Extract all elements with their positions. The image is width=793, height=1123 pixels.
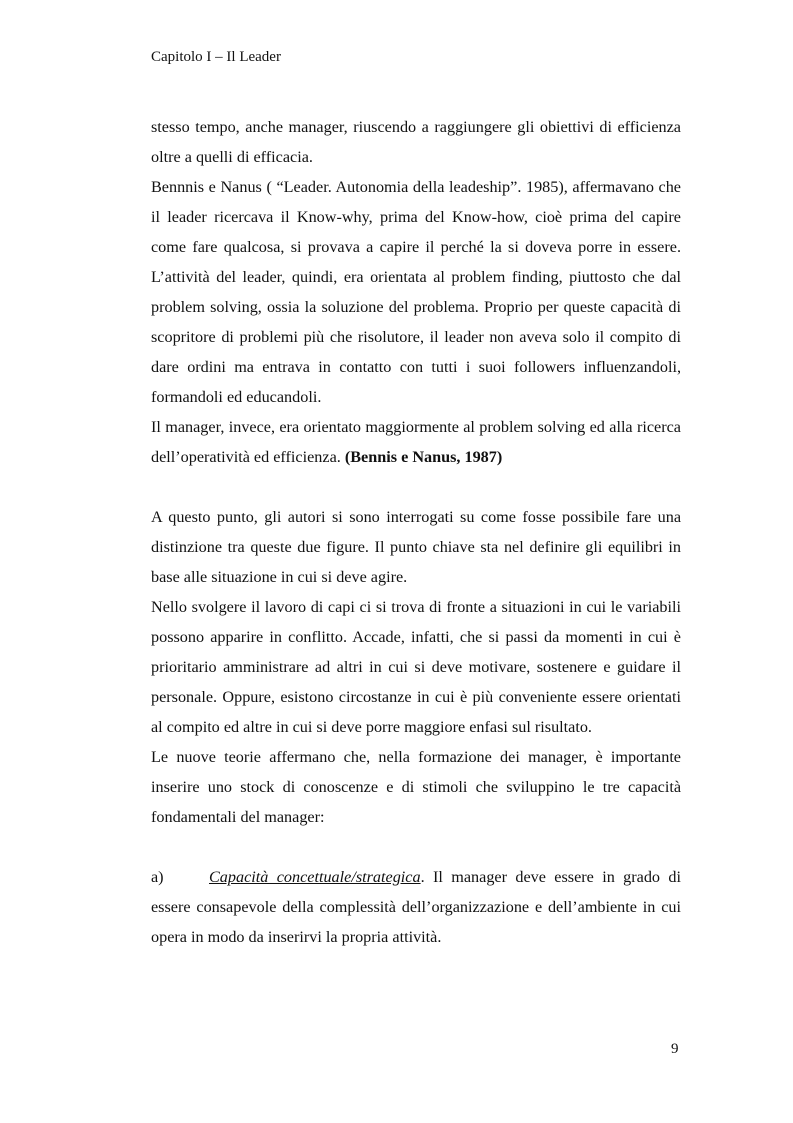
document-body — [151, 112, 681, 952]
paragraph-distinction: A questo punto, gli autori si sono interrogati su come fosse possibile fare una distinzione tra queste due figure. Il punto chiave sta nel definire gli equilibri in base alle situazione in cui si deve agire. — [151, 508, 681, 586]
paragraph-spacer — [151, 832, 681, 862]
list-item-conceptual-capacity — [151, 862, 681, 952]
paragraph-conflicting-variables: Nello svolgere il lavoro di capi ci si trova di fronte a situazioni in cui le variabili possono apparire in conflitto. Accade, infatti, che si passi da momenti in cui è prioritario amministrare ad altri in cui si deve motivare, sostenere e guidare il personale. Oppure, esistono circostanze in cui è più conveniente essere orientati al compito ed altre in cui si deve porre maggiore enfasi sul risultato. — [151, 598, 681, 736]
paragraph-bennis-nanus: Bennnis e Nanus ( “Leader. Autonomia della leadeship”. 1985), affermavano che il leader ricercava il Know-why, prima del Know-how, cioè prima del capire come fare qualcosa, si provava a capire il perché la si doveva porre in essere. L’attività del leader, quindi, era orientata al problem finding, piuttosto che dal problem solving, ossia la soluzione del problema. Proprio per queste capacità di scopritore di problemi più che risolutore, il leader non aveva solo il compito di dare ordini ma entrava in contatto con tutti i suoi followers influenzandoli, formandoli ed educandoli. — [151, 178, 681, 406]
paragraph-efficiency: stesso tempo, anche manager, riuscendo a raggiungere gli obiettivi di efficienza oltre a quelli di efficacia. — [151, 118, 681, 166]
paragraph-new-theories: Le nuove teorie affermano che, nella formazione dei manager, è importante inserire uno stock di conoscenze e di stimoli che sviluppino le tre capacità fondamentali del manager: — [151, 748, 681, 826]
citation-bennis-nanus-1987: (Bennis e Nanus, 1987) — [344, 448, 503, 466]
paragraph-manager-problem-solving — [151, 412, 681, 472]
page-number: 9 — [671, 1041, 679, 1057]
list-term-conceptual-strategic: Capacità concettuale/strategica — [209, 868, 421, 886]
paragraph-manager-text: Il manager, invece, era orientato maggiormente al problem solving ed alla ricerca dell’operatività ed efficienza. — [151, 418, 681, 466]
list-item-text: . Il manager deve essere in grado di essere consapevole della complessità dell’organizzazione e dell’ambiente in cui opera in modo da inserirvi la propria attività. — [151, 868, 681, 946]
paragraph-spacer — [151, 472, 681, 502]
running-header: Capitolo I – Il Leader — [151, 49, 281, 65]
list-marker: a) — [151, 868, 164, 886]
